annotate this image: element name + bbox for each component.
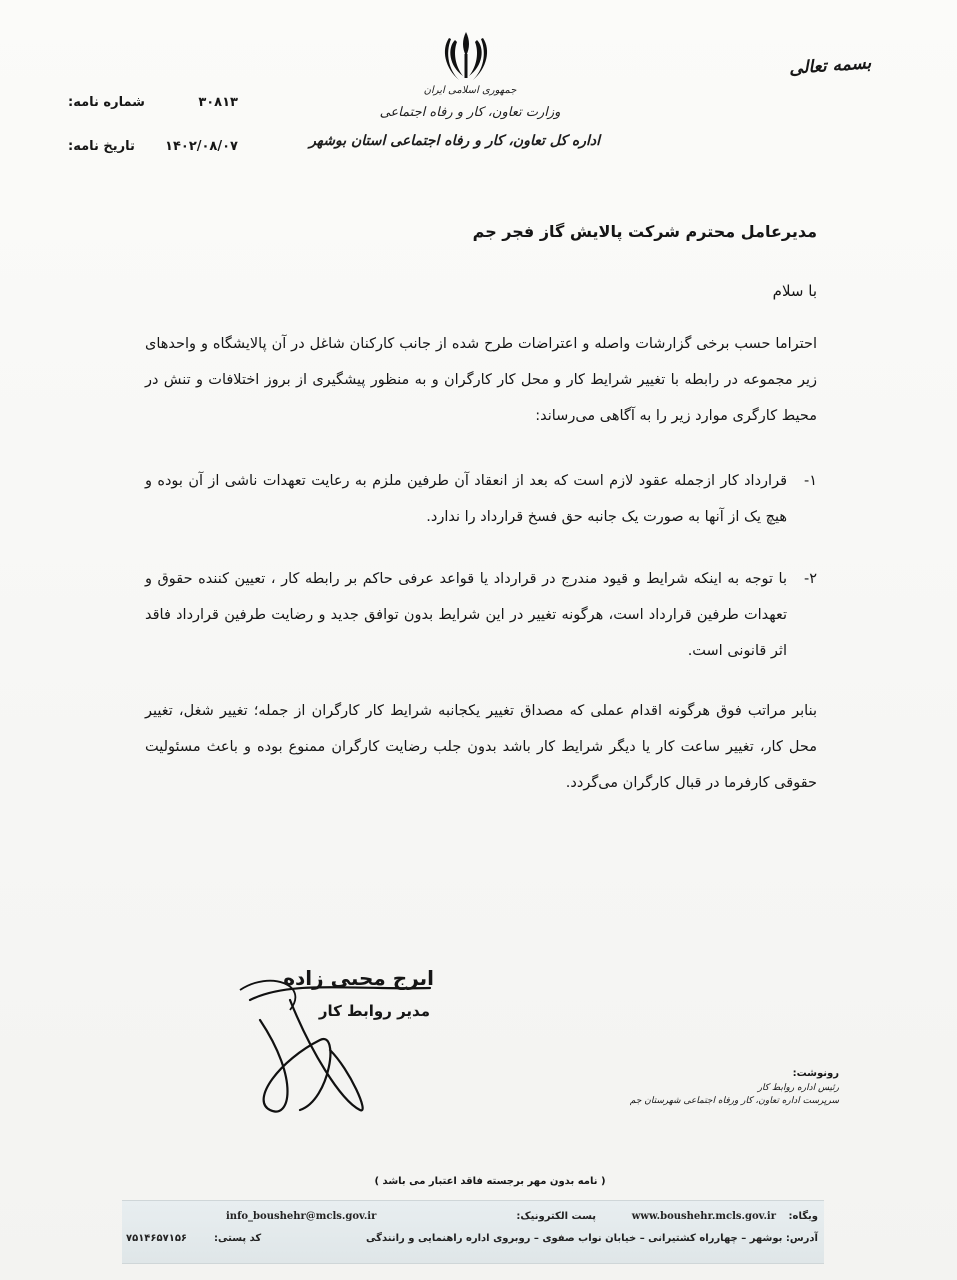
- country-name: جمهوری اسلامی ایران: [423, 85, 517, 96]
- letter-number-label: شماره نامه:: [68, 95, 145, 110]
- ministry-name: وزارت تعاون، کار و رفاه اجتماعی: [379, 105, 561, 120]
- intro-paragraph: احتراما حسب برخی گزارشات واصله و اعتراضات طرح شده از جانب کارکنان شاغل در آن پالایشگاه و واحدهای زیر مجموعه در رابطه با تغییر شرایط کار و محل کار کارگران و به منظور پیشگیری از بروز اختلافات و تنش در محیط کارگری موارد زیر را به آگاهی می‌رساند:: [145, 336, 817, 424]
- email-label: پست الکترونیک:: [516, 1211, 596, 1222]
- validity-notice: ( نامه بدون مهر برجسته فاقد اعتبار می باشد ): [374, 1176, 606, 1187]
- cc-block: [539, 1066, 839, 1108]
- postal-code-value: ۷۵۱۴۶۵۷۱۵۶: [126, 1233, 188, 1244]
- cc-recipient: سرپرست اداره تعاون، کار ورفاه اجتماعی شهرستان جم: [629, 1096, 839, 1106]
- website-label: وبگاه:: [788, 1211, 818, 1222]
- recipient-line: مدیرعامل محترم شرکت پالایش گاز فجر جم: [472, 222, 817, 241]
- letter-date-row: [68, 134, 238, 160]
- cc-recipient: رئیس اداره روابط کار: [757, 1083, 839, 1093]
- letter-meta: [68, 90, 238, 178]
- ministry-heading: [309, 84, 600, 154]
- footer-band: [122, 1200, 824, 1264]
- website-link[interactable]: www.boushehr.mcls.gov.ir: [631, 1211, 776, 1222]
- letter-number-row: [68, 90, 238, 116]
- signatory-name: ایرج محبی زاده: [283, 966, 434, 990]
- signature-block: [230, 960, 470, 1140]
- list-item-text: با توجه به اینکه شرایط و قیود مندرج در قرارداد یا قواعد عرفی حاکم بر رابطه کار ، تعیین کننده حقوق و تعهدات طرفین قرارداد است، هرگونه تغییر در این شرایط بدون توافق جدید و رضایت طرفین قرارداد فاقد اثر قانونی است.: [145, 571, 787, 659]
- signatory-title: مدیر روابط کار: [318, 1002, 430, 1020]
- list-item-text: قرارداد کار ازجمله عقود لازم است که بعد از انعقاد آن طرفین ملزم به رعایت تعهدات ناشی از آن بوده و هیچ یک از آنها به صورت یک جانبه حق فسخ قرارداد را ندارد.: [145, 473, 787, 525]
- letter-date-label: تاریخ نامه:: [68, 139, 135, 154]
- list-item-number: ۲-: [803, 571, 817, 587]
- address-line: آدرس: بوشهر – چهارراه کشتیرانی – خیابان نواب صفوی – روبروی اداره راهنمایی و رانندگی: [366, 1233, 818, 1244]
- greeting-line: با سلام: [772, 282, 817, 300]
- iran-emblem-icon: [437, 26, 495, 84]
- postal-code-label: کد پستی:: [214, 1233, 262, 1244]
- letter-date-value: ۱۴۰۲/۰۸/۰۷: [165, 139, 238, 154]
- letter-number-value: ۳۰۸۱۳: [198, 95, 238, 110]
- provincial-office-name: اداره کل تعاون، کار و رفاه اجتماعی استان بوشهر: [309, 133, 600, 149]
- conclusion-paragraph: بنابر مراتب فوق هرگونه اقدام عملی که مصداق تغییر یکجانبه شرایط کار کارگران از جمله؛ تغییر شغل، تغییر محل کار، تغییر ساعت کار یا دیگر شرایط کار باشد بدون جلب رضایت کارگران ممنوع بوده و باعث مسئولیت حقوقی کارفرما در قبال کارگران می‌گردد.: [145, 703, 817, 791]
- list-item: [145, 463, 817, 535]
- email-link[interactable]: info_boushehr@mcls.gov.ir: [226, 1211, 377, 1222]
- cc-title: رونوشت:: [792, 1068, 839, 1079]
- bismillah-heading: بسمه تعالی: [788, 53, 872, 79]
- list-item-number: ۱-: [803, 473, 817, 489]
- list-item: [145, 561, 817, 669]
